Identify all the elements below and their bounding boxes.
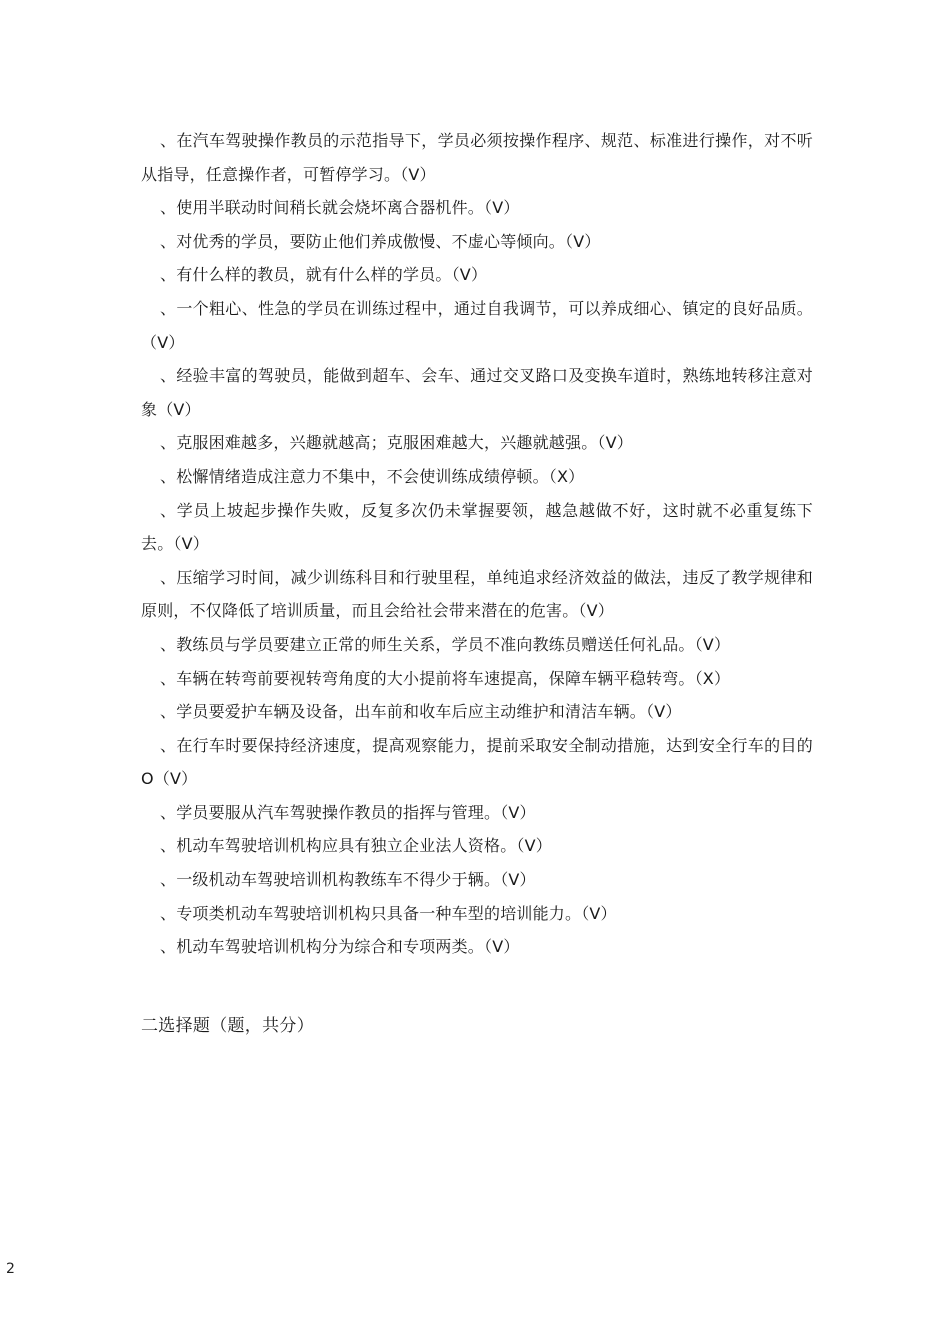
question-item: 、在行车时要保持经济速度，提高观察能力，提前采取安全制动措施，达到安全行车的目的O（V） xyxy=(141,735,813,789)
question-item: 、在汽车驾驶操作教员的示范指导下，学员必须按操作程序、规范、标准进行操作，对不听从指导，任意操作者，可暂停学习。（V） xyxy=(141,131,813,184)
page-number: 2 xyxy=(6,1261,15,1277)
question-item: 、经验丰富的驾驶员，能做到超车、会车、通过交叉路口及变换车道时，熟练地转移注意对象（V） xyxy=(141,366,813,419)
section-title: 二选择题（题，共分） xyxy=(141,1016,314,1036)
true-false-question-list xyxy=(141,124,813,964)
question-item: 、使用半联动时间稍长就会烧坏离合器机件。（V） xyxy=(160,198,520,218)
question-item: 、教练员与学员要建立正常的师生关系，学员不准向教练员赠送任何礼品。（V） xyxy=(160,634,731,654)
question-item: 、松懈情绪造成注意力不集中，不会使训练成绩停顿。（X） xyxy=(160,466,585,486)
question-item: 、学员要爱护车辆及设备，出车前和收车后应主动维护和清洁车辆。（V） xyxy=(160,702,682,722)
question-item: 、有什么样的教员，就有什么样的学员。（V） xyxy=(160,265,488,285)
question-item: 、压缩学习时间，减少训练科目和行驶里程，单纯追求经济效益的做法，违反了教学规律和原则，不仅降低了培训质量，而且会给社会带来潜在的危害。（V） xyxy=(141,567,813,621)
question-item: 、专项类机动车驾驶培训机构只具备一种车型的培训能力。（V） xyxy=(160,903,617,923)
question-item: 、克服困难越多，兴趣就越高；克服困难越大，兴趣就越强。（V） xyxy=(160,433,633,453)
question-item: 、机动车驾驶培训机构分为综合和专项两类。（V） xyxy=(160,937,520,957)
question-item: 、一个粗心、性急的学员在训练过程中，通过自我调节，可以养成细心、镇定的良好品质。（V） xyxy=(141,298,813,352)
question-item: 、对优秀的学员，要防止他们养成傲慢、不虚心等倾向。（V） xyxy=(160,231,601,251)
question-item: 、一级机动车驾驶培训机构教练车不得少于辆。（V） xyxy=(160,870,536,890)
question-item: 、学员要服从汽车驾驶操作教员的指挥与管理。（V） xyxy=(160,802,536,822)
question-item: 、学员上坡起步操作失败，反复多次仍未掌握要领，越急越做不好，这时就不必重复练下去。（V） xyxy=(141,500,813,554)
question-item: 、车辆在转弯前要视转弯角度的大小提前将车速提高，保障车辆平稳转弯。（X） xyxy=(160,668,731,688)
question-item: 、机动车驾驶培训机构应具有独立企业法人资格。（V） xyxy=(160,836,552,856)
